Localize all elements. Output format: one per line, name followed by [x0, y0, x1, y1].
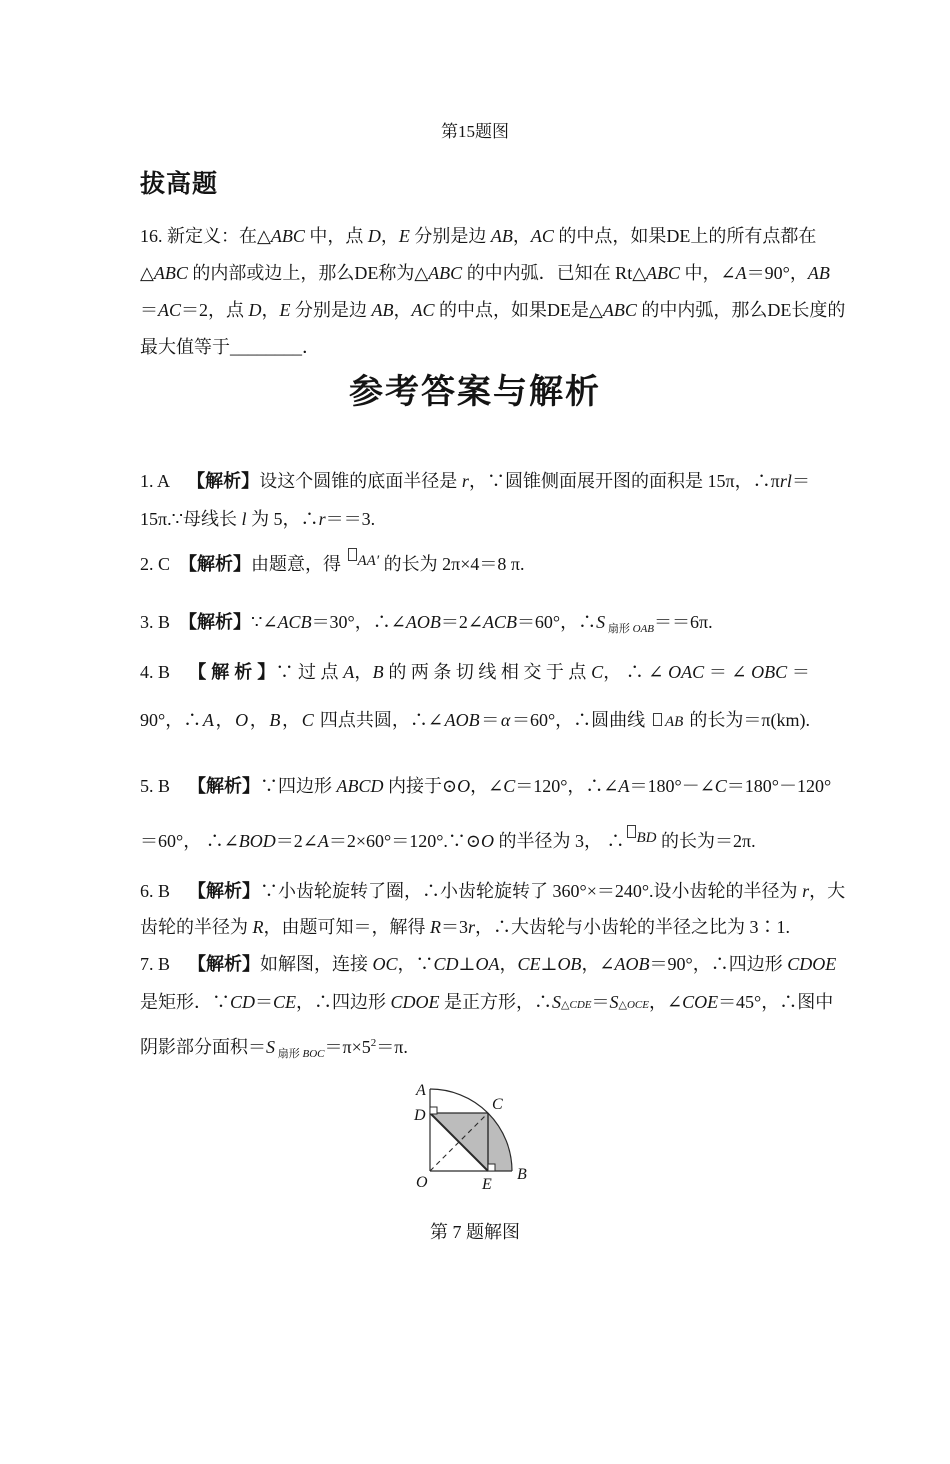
text-segment: ∵ 过 点 [275, 662, 343, 682]
text-segment: D [248, 300, 262, 320]
text-segment: ， [249, 710, 268, 730]
text-segment: 齿轮的半径为 [140, 917, 253, 937]
text-segment: E [398, 226, 410, 246]
text-segment: C [714, 776, 727, 796]
text-segment: 1. A [140, 471, 188, 491]
text-segment: 如解图，连接 [260, 954, 373, 974]
text-segment: 5. B [140, 776, 189, 796]
arc-box-glyph [653, 713, 662, 726]
text-segment: AA′ [357, 553, 380, 569]
text-segment: ＝2×60°＝120°.∵⊙ [328, 831, 482, 851]
text-segment: ＝2，点 [181, 300, 249, 320]
text-segment: BOD [238, 831, 276, 851]
text-segment: BD [636, 830, 657, 846]
text-segment: AB [490, 226, 513, 246]
text-segment: 【解析】 [188, 554, 252, 574]
text-segment: A [202, 710, 214, 730]
text-segment: ABC [428, 263, 463, 283]
text-segment: 15π.∵母线长 [140, 509, 242, 529]
text-segment: 【 解 析 】 [188, 662, 276, 682]
text-segment: S [596, 612, 606, 632]
text-segment: B [372, 662, 384, 682]
text-segment: ，∵ [397, 954, 434, 974]
text-segment: R [430, 917, 441, 937]
text-line [140, 1024, 810, 1073]
text-line [140, 292, 846, 329]
text-segment: 是矩形．∵ [140, 992, 230, 1012]
text-segment: ， [499, 954, 518, 974]
text-segment: 由题意，得 [251, 554, 346, 574]
text-segment: ， [261, 300, 280, 320]
text-segment: ，∠ [648, 992, 683, 1012]
text-segment: 2 [370, 1037, 377, 1049]
text-segment: rl [779, 471, 792, 491]
text-segment: 中，∠ [680, 263, 736, 283]
figure15-caption: 第15题图 [441, 122, 509, 141]
answers-heading: 参考答案与解析 [349, 374, 601, 411]
figure-label-c: C [492, 1096, 503, 1113]
text-segment: 3. B [140, 612, 189, 632]
text-segment: C [503, 776, 516, 796]
text-segment: 的 两 条 切 线 相 交 于 点 [383, 662, 591, 682]
text-segment: CDOE [787, 954, 837, 974]
text-segment: E [279, 300, 291, 320]
text-segment: AOB [614, 954, 650, 974]
text-segment: O [481, 831, 495, 851]
answer-7 [140, 945, 837, 1073]
text-segment: C [301, 710, 314, 730]
text-segment: ＝180°－120° [726, 776, 832, 796]
text-segment: ＝ [791, 471, 810, 491]
text-segment: ，大 [809, 881, 846, 901]
answer-6 [140, 873, 846, 945]
text-segment: OAC [668, 662, 705, 682]
text-segment: 扇形 [605, 623, 633, 635]
text-segment: ，∵圆锥侧面展开图的面积是 15π，∴π [469, 471, 780, 491]
text-line [140, 873, 846, 909]
text-line [140, 983, 834, 1024]
right-angle-mark-d [430, 1107, 437, 1114]
answer-4 [140, 648, 810, 746]
text-segment: ＝ [787, 662, 810, 682]
text-segment: 是正方形，∴ [439, 992, 553, 1012]
text-segment: ∵小齿轮旋转了圈，∴小齿轮旋转了 360°×＝240°.设小齿轮的半径为 [260, 881, 803, 901]
text-segment: ＝3 [441, 917, 468, 937]
text-segment: ABC [646, 263, 681, 283]
document-page [0, 120, 950, 1464]
text-segment: ABC [270, 226, 305, 246]
text-segment: ABC [153, 263, 188, 283]
text-segment: 【解析】 [187, 471, 260, 491]
text-segment: r [461, 471, 469, 491]
text-segment: 阴影部分面积＝ [140, 1037, 266, 1057]
text-line [140, 760, 832, 812]
right-angle-mark-e [488, 1164, 495, 1171]
text-segment: 的长为＝2π. [656, 831, 756, 851]
text-segment: 【解析】 [188, 776, 261, 796]
text-line [140, 648, 810, 696]
text-segment: OAB [632, 623, 655, 635]
text-segment: AB [371, 300, 394, 320]
text-segment: △ [140, 263, 154, 283]
text-segment: ＝30°，∴∠ [311, 612, 406, 632]
text-segment: ， [380, 226, 399, 246]
text-segment: CDE [569, 999, 592, 1011]
text-segment: 【解析】 [188, 954, 261, 974]
text-segment: OB [557, 954, 582, 974]
text-segment: r [318, 509, 326, 529]
text-segment: O [457, 776, 471, 796]
text-segment: ACB [277, 612, 312, 632]
section-heading: 拔高题 [140, 170, 219, 198]
text-segment: ＝ [591, 992, 610, 1012]
text-segment: 【解析】 [188, 612, 252, 632]
text-segment: ABCD [336, 776, 384, 796]
text-segment: 分别是边 [290, 300, 372, 320]
text-segment: ABC [602, 300, 637, 320]
answer-2 [140, 542, 810, 583]
text-line [140, 542, 810, 583]
text-segment: 为 5，∴ [246, 509, 319, 529]
text-segment: OC [372, 954, 398, 974]
figure7-caption: 第 7 题解图 [430, 1222, 520, 1242]
figure-7-container [0, 1073, 950, 1203]
text-segment: △ [618, 999, 627, 1011]
text-segment: A [618, 776, 630, 796]
text-segment: ＝π×5 [324, 1037, 371, 1057]
figure-7-diagram [400, 1073, 550, 1198]
text-line [140, 255, 830, 292]
text-line [140, 696, 810, 746]
shaded-segment-region [488, 1113, 512, 1171]
text-line [140, 909, 810, 945]
text-segment: r [802, 881, 810, 901]
text-segment: 中，点 [304, 226, 368, 246]
text-segment: ∵四边形 [260, 776, 337, 796]
figure-label-a: A [416, 1082, 426, 1099]
text-segment: CDOE [390, 992, 440, 1012]
text-segment: ， [512, 226, 531, 246]
answer-5 [140, 760, 832, 867]
text-segment: 四点共圆，∴∠ [315, 710, 443, 730]
text-segment: A [735, 263, 747, 283]
text-segment: 的半径为 3， ∴ [494, 831, 625, 851]
arc-box-glyph [348, 548, 357, 561]
text-segment: ⊥ [458, 954, 476, 974]
text-segment: ＝45°，∴图中 [718, 992, 834, 1012]
text-segment: ＝ [481, 710, 500, 730]
text-segment: 扇形 [275, 1048, 303, 1060]
text-segment: 2. C [140, 554, 189, 574]
text-segment: ＝90°，∴四边形 [649, 954, 788, 974]
text-segment: S [609, 992, 619, 1012]
answers-section [140, 462, 846, 1073]
text-segment: 内接于⊙ [383, 776, 458, 796]
text-segment: 的长为＝π(km). [684, 710, 810, 730]
text-segment: 16. 新定义：在△ [140, 226, 271, 246]
text-segment: CE [273, 992, 297, 1012]
text-segment: OCE [626, 999, 649, 1011]
text-segment: AB [807, 263, 830, 283]
text-segment: AC [530, 226, 554, 246]
text-segment: O [235, 710, 249, 730]
text-segment: 的中点，如果DE上的所有点都在 [553, 226, 817, 246]
text-segment: AB [664, 714, 684, 730]
answer-1 [140, 462, 810, 538]
text-segment: AC [158, 300, 182, 320]
text-segment: ＝2∠ [275, 831, 318, 851]
text-segment: ＝π. [376, 1037, 408, 1057]
text-segment: ＝180°－∠ [629, 776, 715, 796]
text-segment: 最大值等于________． [140, 337, 320, 357]
text-segment: ＝ [255, 992, 274, 1012]
text-line [140, 500, 810, 538]
text-segment: ＝60°，∴圆曲线 [511, 710, 650, 730]
text-segment: ＝＝3. [325, 509, 376, 529]
text-segment: ， [393, 300, 412, 320]
text-segment: OA [475, 954, 500, 974]
text-segment: S [266, 1037, 275, 1057]
text-segment: ，∴大齿轮与小齿轮的半径之比为 3∶1. [475, 917, 791, 937]
text-line [140, 603, 810, 648]
text-segment: OBC [751, 662, 788, 682]
text-segment: ， ∴ ∠ [603, 662, 668, 682]
text-line [140, 329, 810, 366]
text-segment: ACB [482, 612, 517, 632]
text-segment: 的中点，如果DE是△ [434, 300, 603, 320]
text-segment: AC [411, 300, 435, 320]
text-segment: ＝ [140, 300, 158, 320]
text-segment: ， [282, 710, 301, 730]
text-segment: ＝＝6π. [654, 612, 713, 632]
text-line [140, 462, 810, 500]
text-segment: ，∠ [581, 954, 615, 974]
figure-label-b: B [517, 1166, 527, 1183]
text-segment: ⊥ [540, 954, 558, 974]
text-segment: S [552, 992, 562, 1012]
text-segment: 的长为 2π×4＝8 π. [379, 554, 525, 574]
text-segment: ＝90°， [746, 263, 808, 283]
text-line [140, 945, 837, 983]
text-segment: ， [215, 710, 234, 730]
text-segment: A [317, 831, 329, 851]
figure-label-e: E [482, 1176, 492, 1193]
figure-label-o: O [416, 1174, 428, 1191]
text-segment: l [241, 509, 247, 529]
text-segment: 7. B [140, 954, 189, 974]
text-segment: D [367, 226, 381, 246]
text-segment: C [591, 662, 604, 682]
text-segment: △ [561, 999, 570, 1011]
text-segment: CE [517, 954, 541, 974]
text-segment: CD [433, 954, 459, 974]
text-segment: ＝60°，∴ [516, 612, 597, 632]
text-segment: 的中内弧，那么DE长度的 [636, 300, 846, 320]
text-segment: ∵∠ [251, 612, 278, 632]
text-segment: ＝ ∠ [704, 662, 751, 682]
text-segment: 设这个圆锥的底面半径是 [259, 471, 462, 491]
text-segment: r [468, 917, 476, 937]
text-segment: 的内部或边上，那么DE称为△ [187, 263, 429, 283]
text-segment: ，∴四边形 [296, 992, 391, 1012]
text-line [140, 812, 810, 867]
text-segment: AOB [444, 710, 480, 730]
text-segment: 90°，∴ [140, 710, 202, 730]
text-segment: 4. B [140, 662, 189, 682]
text-segment: ＝2∠ [440, 612, 483, 632]
text-segment: B [269, 710, 281, 730]
text-segment: AOB [405, 612, 441, 632]
text-segment: ＝120°，∴∠ [515, 776, 619, 796]
text-segment: ＝60°， ∴∠ [140, 831, 239, 851]
text-segment: CD [230, 992, 256, 1012]
figure-label-d: D [414, 1107, 426, 1124]
answer-3 [140, 603, 810, 648]
text-segment: 6. B [140, 881, 189, 901]
text-segment: ，∠ [470, 776, 504, 796]
text-line [140, 218, 817, 255]
text-segment: A [343, 662, 355, 682]
text-segment: R [252, 917, 264, 937]
text-segment: BOC [302, 1048, 325, 1060]
arc-box-glyph [627, 825, 636, 838]
problem-16 [140, 218, 846, 366]
text-segment: α [500, 710, 511, 730]
text-segment: ， [354, 662, 373, 682]
text-segment: COE [682, 992, 719, 1012]
text-segment: 的中内弧．已知在 Rt△ [462, 263, 647, 283]
text-segment: ，由题可知＝，解得 [263, 917, 430, 937]
text-segment: 分别是边 [409, 226, 491, 246]
text-segment: 【解析】 [188, 881, 261, 901]
